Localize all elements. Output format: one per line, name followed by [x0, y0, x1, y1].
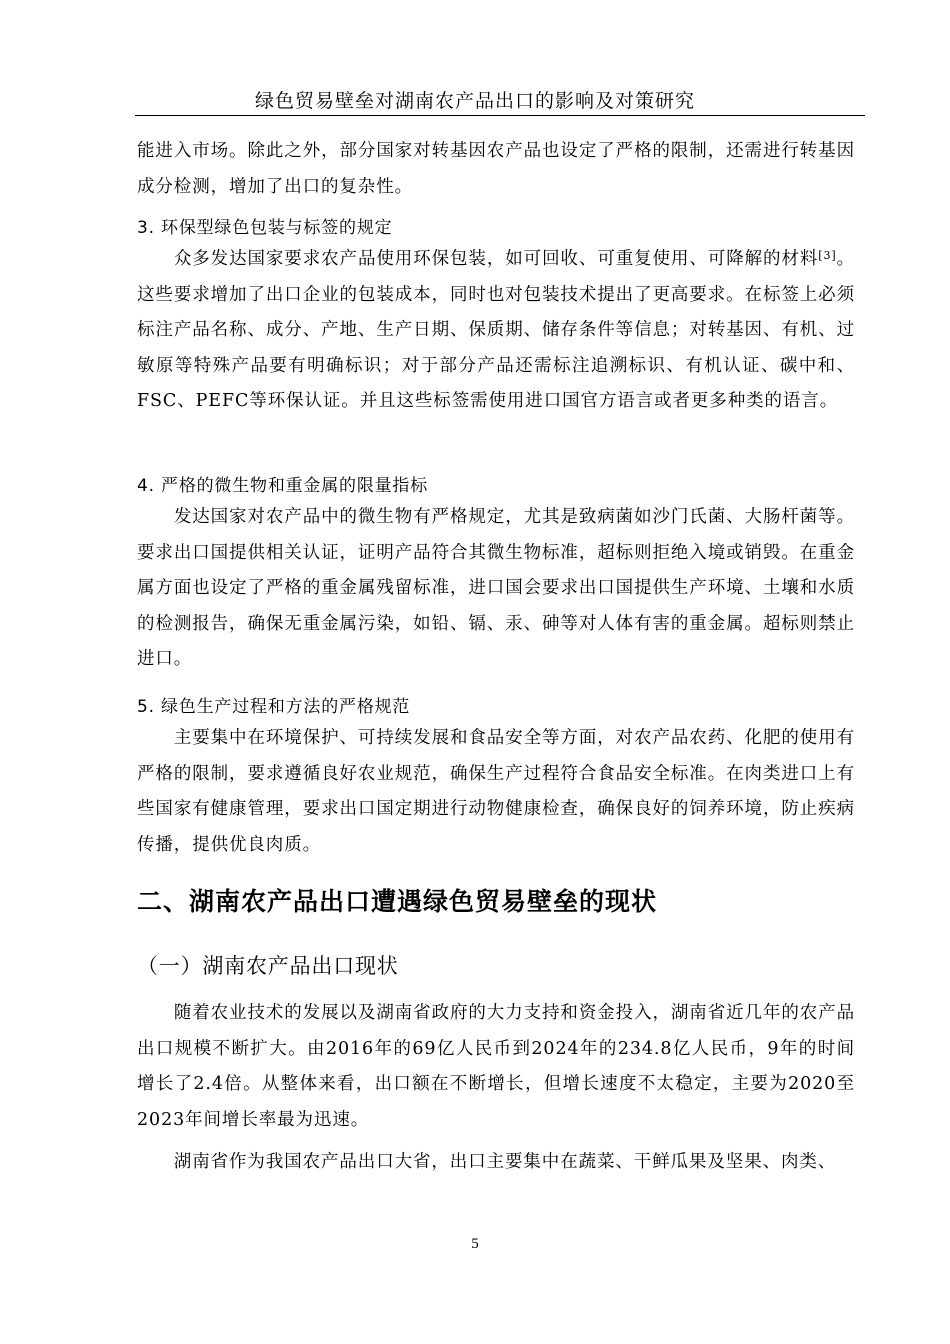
paragraph-7: 湖南省作为我国农产品出口大省，出口主要集中在蔬菜、干鲜瓜果及坚果、肉类、: [137, 1152, 837, 1172]
subheading-4: 4. 严格的微生物和重金属的限量指标: [137, 476, 429, 496]
paragraph-5: 主要集中在环境保护、可持续发展和食品安全等方面，对农产品农药、化肥的使用有严格的限制，要求遵循良好农业规范，确保生产过程符合食品安全标准。在肉类进口上有些国家有健康管理，要求出口国定期进行动物健康检查，确保良好的饲养环境，防止疾病传播，提供优良肉质。: [137, 728, 855, 855]
subheading-5: 5. 绿色生产过程和方法的严格规范: [137, 697, 411, 717]
paragraph-3-text-b: 。这些要求增加了出口企业的包装成本，同时也对包装技术提出了更高要求。在标签上必须标注产品名称、成分、产地、生产日期、保质期、储存条件等信息；对转基因、有机、过敏原等特殊产品要有明确标识；对于部分产品还需标注追溯标识、有机认证、碳中和、FSC、PEFC等环保认证。并且这些标签需使用进口国官方语言或者更多种类的语言。: [137, 249, 855, 411]
paragraph-6: 随着农业技术的发展以及湖南省政府的大力支持和资金投入，湖南省近几年的农产品出口规模不断扩大。由2016年的69亿人民币到2024年的234.8亿人民币，9年的时间增长了2.4倍。从整体来看，出口额在不断增长，但增长速度不太稳定，主要为2020至2023年间增长率最为迅速。: [137, 1003, 855, 1130]
page-number: 5: [471, 1236, 479, 1252]
header-rule: [135, 115, 865, 116]
paragraph-3: [137, 242, 855, 420]
section-heading-2: 二、湖南农产品出口遭遇绿色贸易壁垒的现状: [137, 887, 658, 916]
paragraph-continuation: 能进入市场。除此之外，部分国家对转基因农产品也设定了严格的限制，还需进行转基因成分检测，增加了出口的复杂性。: [137, 141, 855, 197]
paragraph-3-text-a: 众多发达国家要求农产品使用环保包装，如可回收、可重复使用、可降解的材料: [137, 249, 819, 269]
citation-3: [3]: [818, 249, 837, 262]
page-header-title: 绿色贸易壁垒对湖南农产品出口的影响及对策研究: [254, 90, 695, 112]
subheading-3: 3. 环保型绿色包装与标签的规定: [137, 218, 393, 238]
paragraph-4: 发达国家对农产品中的微生物有严格规定，尤其是致病菌如沙门氏菌、大肠杆菌等。要求出口国提供相关认证，证明产品符合其微生物标准，超标则拒绝入境或销毁。在重金属方面也设定了严格的重金属残留标准，进口国会要求出口国提供生产环境、土壤和水质的检测报告，确保无重金属污染，如铅、镉、汞、砷等对人体有害的重金属。超标则禁止进口。: [137, 507, 855, 669]
subsection-heading-1: （一）湖南农产品出口现状: [137, 954, 399, 978]
